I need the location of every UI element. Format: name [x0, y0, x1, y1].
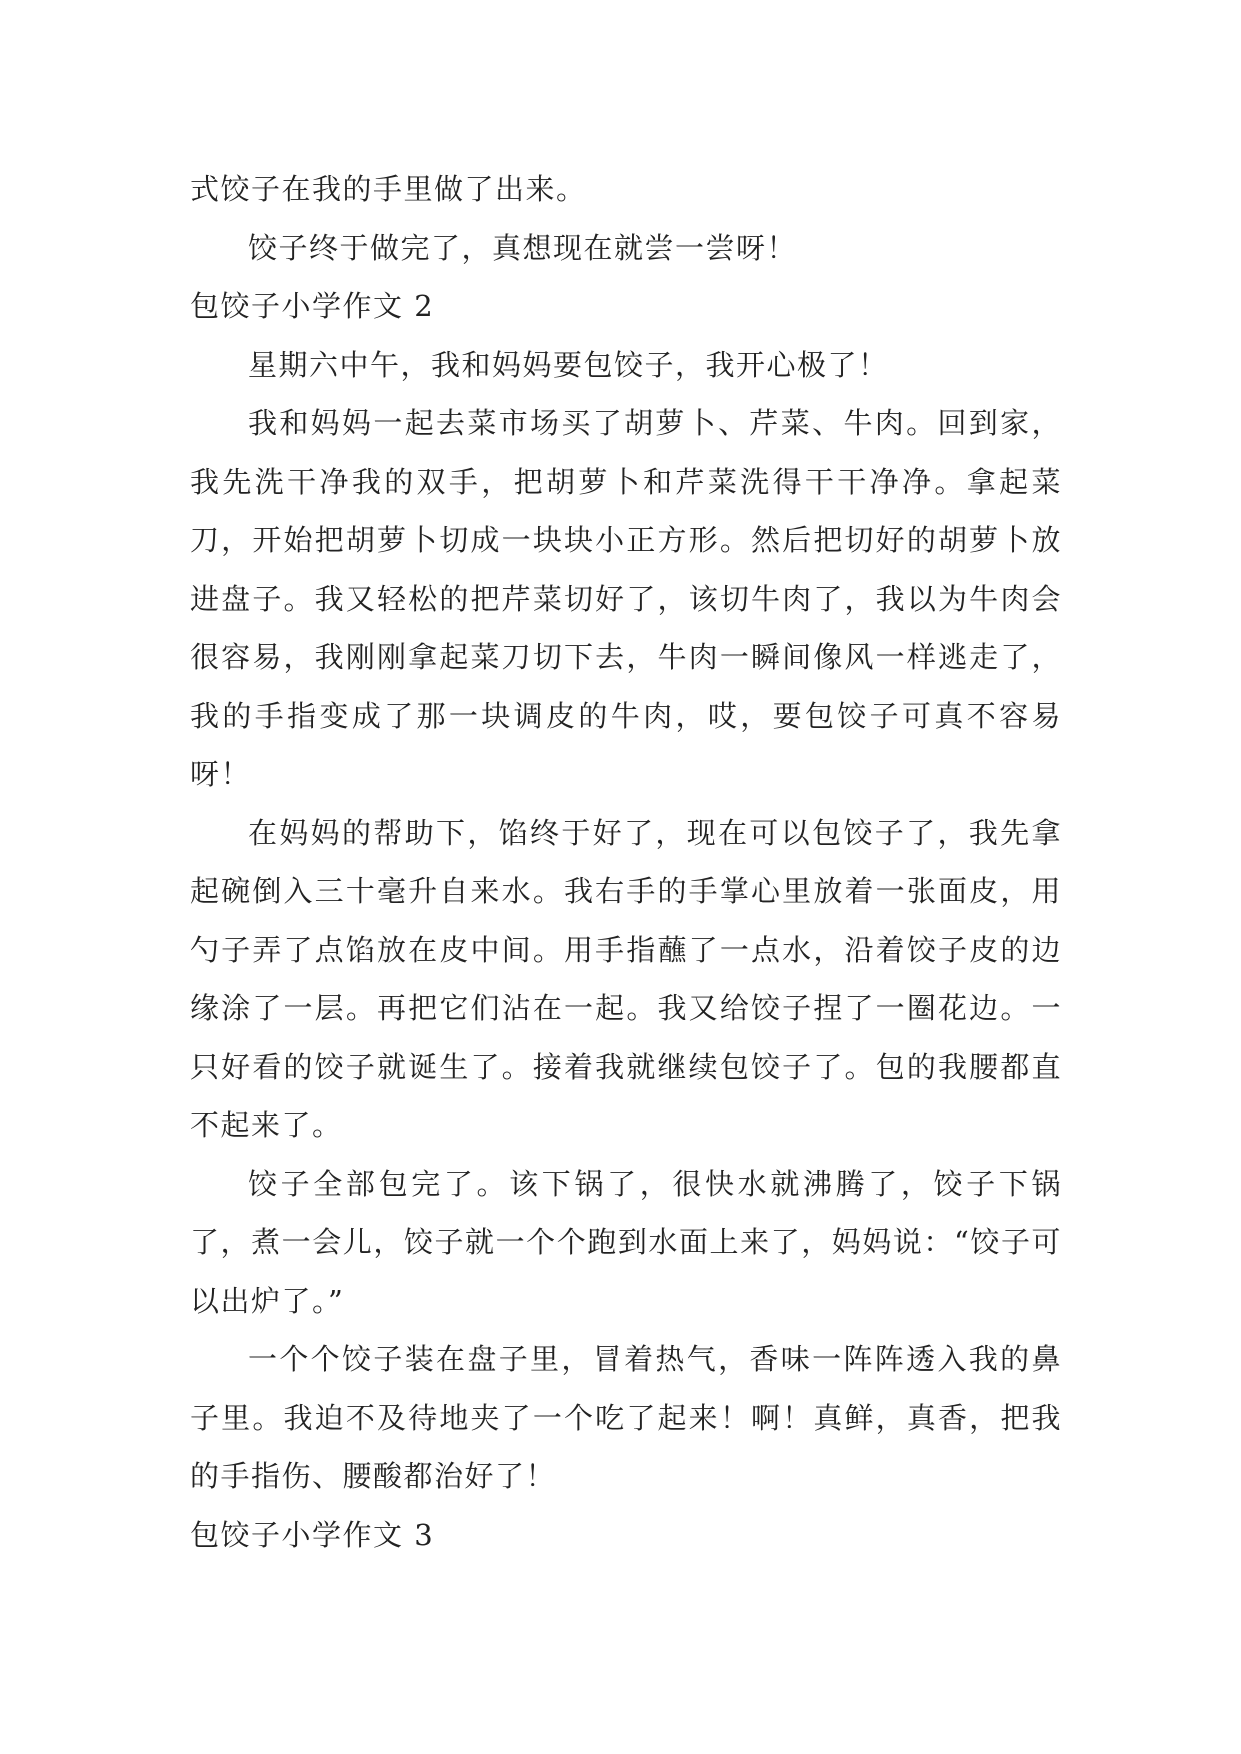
- essay-2-paragraph-3: 在妈妈的帮助下，馅终于好了，现在可以包饺子了，我先拿起碗倒入三十毫升自来水。我右手的手掌心里放着一张面皮，用勺子弄了点馅放在皮中间。用手指蘸了一点水，沿着饺子皮的边缘涂了一层。再把它们沾在一起。我又给饺子捏了一圈花边。一只好看的饺子就诞生了。接着我就继续包饺子了。包的我腰都直不起来了。: [190, 815, 1062, 1142]
- essay-2-paragraph-4: 饺子全部包完了。该下锅了，很快水就沸腾了，饺子下锅了，煮一会儿，饺子就一个个跑到水面上来了，妈妈说：“饺子可以出炉了。”: [190, 1166, 1062, 1318]
- essay-2-paragraph-5: 一个个饺子装在盘子里，冒着热气，香味一阵阵透入我的鼻子里。我迫不及待地夹了一个吃了起来！啊！真鲜，真香，把我的手指伤、腰酸都治好了！: [190, 1342, 1062, 1493]
- essay-2-heading: 包饺子小学作文 2: [190, 289, 435, 323]
- essay-2-paragraph-2: 我和妈妈一起去菜市场买了胡萝卜、芹菜、牛肉。回到家，我先洗干净我的双手，把胡萝卜和芹菜洗得干干净净。拿起菜刀，开始把胡萝卜切成一块块小正方形。然后把切好的胡萝卜放进盘子。我又轻松的把芹菜切好了，该切牛肉了，我以为牛肉会很容易，我刚刚拿起菜刀切下去，牛肉一瞬间像风一样逃走了，我的手指变成了那一块调皮的牛肉，哎，要包饺子可真不容易呀！: [190, 406, 1062, 791]
- essay-3-heading: 包饺子小学作文 3: [190, 1517, 435, 1552]
- document-body: [190, 160, 1062, 1564]
- section1-closing-paragraph: 饺子终于做完了，真想现在就尝一尝呀！: [248, 230, 798, 265]
- essay-2-paragraph-1: 星期六中午，我和妈妈要包饺子，我开心极了！: [248, 347, 889, 382]
- continuation-paragraph: 式饺子在我的手里做了出来。: [190, 172, 587, 206]
